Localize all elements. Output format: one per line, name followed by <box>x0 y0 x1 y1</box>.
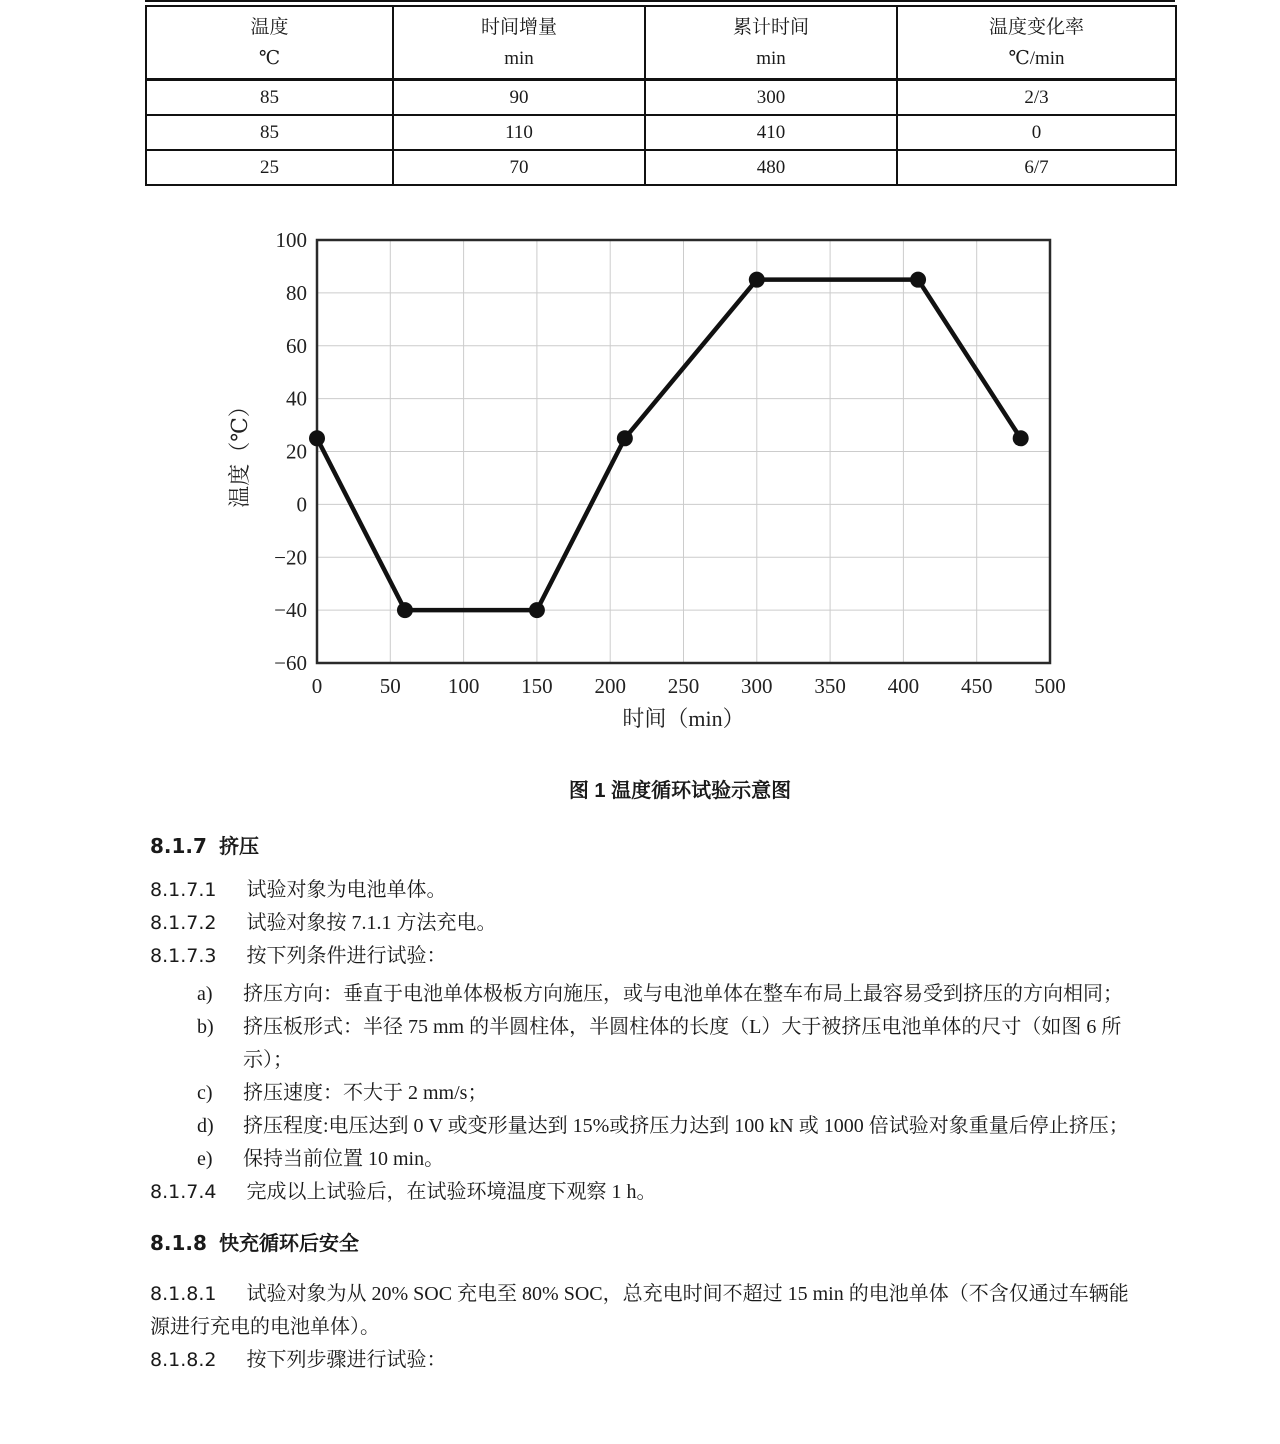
clause-text: 试验对象按 7.1.1 方法充电。 <box>246 912 497 934</box>
list-item-label: e) <box>197 1148 213 1170</box>
x-tick-label: 500 <box>1034 674 1066 698</box>
x-tick-label: 50 <box>379 674 401 698</box>
table-row <box>146 150 1176 185</box>
y-tick-label: −20 <box>274 545 307 570</box>
y-tick-label: −40 <box>274 598 307 623</box>
column-title: 温度 <box>250 16 289 38</box>
table-cell: 480 <box>645 150 897 185</box>
table-header-cell <box>146 6 393 80</box>
section-heading-8-1-7 <box>150 830 1280 864</box>
section-title: 快充循环后安全 <box>218 1233 359 1255</box>
figure-1-chart-area <box>220 230 1070 745</box>
list-item-label: d) <box>197 1115 214 1137</box>
table-cell: 25 <box>146 150 393 185</box>
list-item-text: 挤压方向：垂直于电池单体极板方向施压，或与电池单体在整车布局上最容易受到挤压的方向相同； <box>243 983 1123 1005</box>
y-tick-label: 80 <box>286 280 307 305</box>
clause-paragraph <box>150 1344 1135 1377</box>
clause-number: 8.1.7.2 <box>150 912 217 934</box>
y-tick-label: 0 <box>296 492 307 517</box>
x-tick-label: 450 <box>960 674 993 698</box>
table-cell: 90 <box>393 80 645 116</box>
column-unit: ℃ <box>258 47 281 69</box>
list-item <box>197 1110 1135 1143</box>
data-point-marker <box>1013 430 1029 446</box>
data-point-marker <box>309 430 325 446</box>
list-item-text: 保持当前位置 10 min。 <box>243 1148 445 1170</box>
list-item-label: a) <box>197 983 213 1005</box>
section-heading-8-1-8 <box>150 1227 1280 1261</box>
clause-paragraph <box>150 1176 1135 1209</box>
list-item-text: 挤压速度：不大于 2 mm/s； <box>243 1082 488 1104</box>
list-item <box>197 1143 1135 1176</box>
clause-text: 试验对象为电池单体。 <box>246 879 447 901</box>
clause-paragraph <box>150 874 1135 907</box>
table-cell: 2/3 <box>897 80 1176 116</box>
table-row <box>146 115 1176 150</box>
data-point-marker <box>749 272 765 288</box>
section-number: 8.1.8 <box>150 1231 207 1255</box>
y-tick-label: 100 <box>275 230 307 252</box>
list-item <box>197 1077 1135 1110</box>
column-unit: min <box>756 47 786 69</box>
table-header-cell <box>645 6 897 80</box>
column-title: 累计时间 <box>732 16 809 38</box>
clause-text: 按下列步骤进行试验： <box>246 1349 447 1371</box>
list-item <box>197 1011 1135 1077</box>
section-title: 挤压 <box>218 836 259 858</box>
y-tick-label: 40 <box>286 386 307 411</box>
clause-text: 试验对象为从 20% SOC 充电至 80% SOC，总充电时间不超过 15 min 的电池单体（不含仅通过车辆能源进行充电的电池单体）。 <box>150 1283 1129 1338</box>
clause-text: 完成以上试验后，在试验环境温度下观察 1 h。 <box>246 1181 657 1203</box>
table-header-cell <box>393 6 645 80</box>
clause-text: 按下列条件进行试验： <box>246 945 447 967</box>
list-item-label: c) <box>197 1082 213 1104</box>
table-cell: 70 <box>393 150 645 185</box>
table-cell: 410 <box>645 115 897 150</box>
figure-caption: 图 1 温度循环试验示意图 <box>568 780 792 802</box>
x-tick-label: 100 <box>447 674 480 698</box>
table-header-cell <box>897 6 1176 80</box>
data-point-marker <box>397 602 413 618</box>
x-axis-label: 时间（min） <box>622 706 745 731</box>
data-point-marker <box>910 272 926 288</box>
y-tick-label: 20 <box>286 439 307 464</box>
y-tick-label: 60 <box>286 333 307 358</box>
clause-number: 8.1.7.3 <box>150 945 217 967</box>
table-cell: 6/7 <box>897 150 1176 185</box>
clause-number: 8.1.8.2 <box>150 1349 217 1371</box>
table-row <box>146 80 1176 116</box>
table-cell: 85 <box>146 80 393 116</box>
clause-paragraph <box>150 1278 1135 1344</box>
x-tick-label: 200 <box>594 674 626 698</box>
list-item-text: 挤压板形式：半径 75 mm 的半圆柱体，半圆柱体的长度（L）大于被挤压电池单体的尺寸（如图 6 所示）； <box>243 1016 1122 1071</box>
x-tick-label: 150 <box>521 674 553 698</box>
clause-paragraph <box>150 907 1135 940</box>
table-header-row <box>146 6 1176 80</box>
column-title: 时间增量 <box>480 16 557 38</box>
clause-paragraph <box>150 940 1135 973</box>
data-point-marker <box>617 430 633 446</box>
table-cell: 110 <box>393 115 645 150</box>
clause-number: 8.1.7.4 <box>150 1181 217 1203</box>
table-cell: 0 <box>897 115 1176 150</box>
x-tick-label: 350 <box>814 674 846 698</box>
column-unit: min <box>504 47 534 69</box>
temperature-cycle-table <box>145 5 1177 186</box>
data-point-marker <box>529 602 545 618</box>
y-axis-label: 温度（℃） <box>227 395 252 508</box>
x-tick-label: 400 <box>887 674 920 698</box>
series-line <box>317 280 1021 610</box>
temperature-cycle-chart <box>220 230 1070 745</box>
list-item <box>197 978 1135 1011</box>
table-top-rule <box>145 0 1175 2</box>
column-unit: ℃/min <box>1008 47 1065 69</box>
x-tick-label: 0 <box>311 674 323 698</box>
list-item-label: b) <box>197 1016 214 1038</box>
x-tick-label: 250 <box>667 674 700 698</box>
list-item-text: 挤压程度:电压达到 0 V 或变形量达到 15%或挤压力达到 100 kN 或 1000 倍试验对象重量后停止挤压； <box>243 1115 1129 1137</box>
condition-list <box>197 978 1135 1176</box>
table-cell: 85 <box>146 115 393 150</box>
table-cell: 300 <box>645 80 897 116</box>
x-tick-label: 300 <box>741 674 773 698</box>
clause-number: 8.1.8.1 <box>150 1283 217 1305</box>
section-number: 8.1.7 <box>150 834 207 858</box>
y-tick-label: −60 <box>274 651 307 675</box>
column-title: 温度变化率 <box>988 16 1084 38</box>
clause-number: 8.1.7.1 <box>150 879 217 901</box>
